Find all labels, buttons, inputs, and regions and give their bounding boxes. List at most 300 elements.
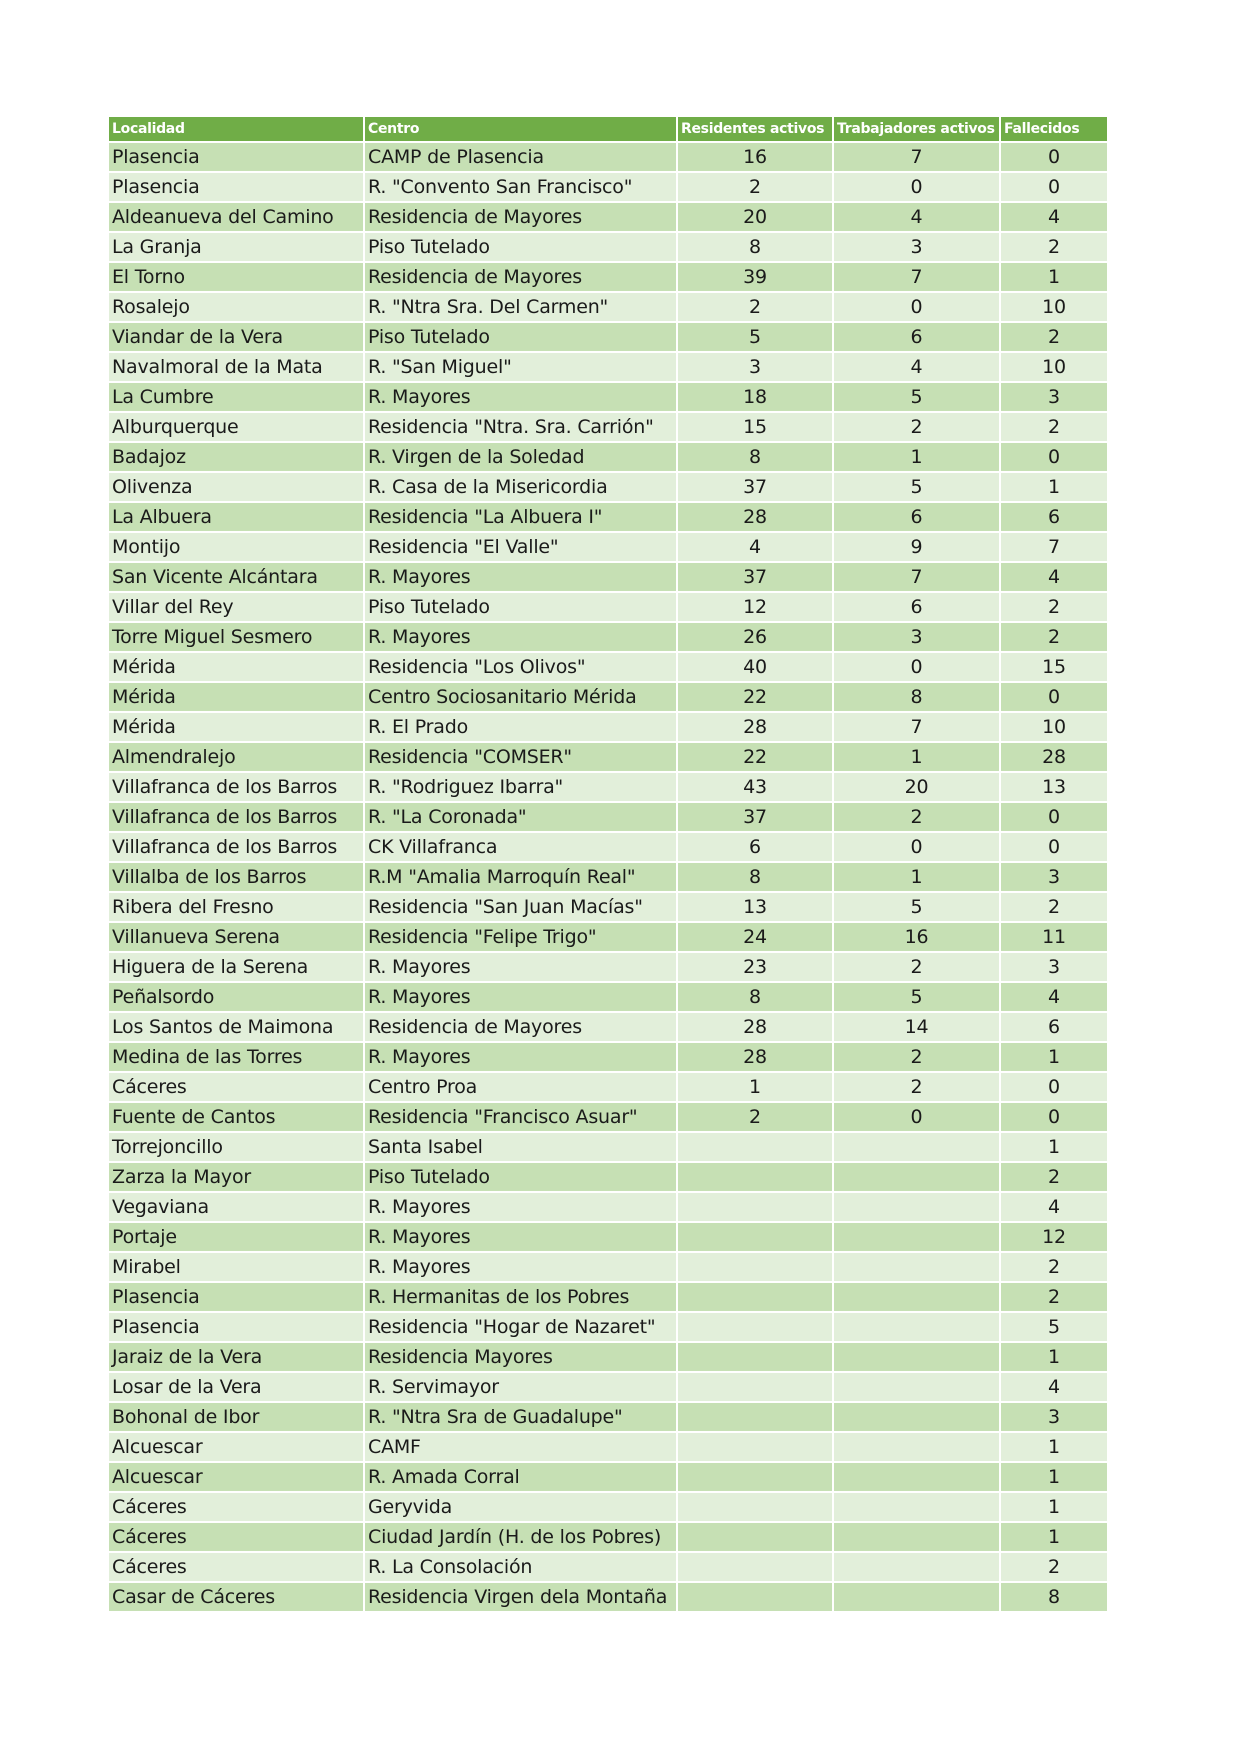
cell-residentes-activos: 16 xyxy=(678,143,832,171)
cell-residentes-activos xyxy=(678,1403,832,1431)
cell-trabajadores-activos: 5 xyxy=(834,893,999,921)
cell-fallecidos: 13 xyxy=(1001,773,1107,801)
cell-residentes-activos xyxy=(678,1283,832,1311)
cell-fallecidos: 3 xyxy=(1001,383,1107,411)
cell-trabajadores-activos: 20 xyxy=(834,773,999,801)
cell-localidad: Vegaviana xyxy=(109,1193,363,1221)
cell-residentes-activos xyxy=(678,1553,832,1581)
cell-trabajadores-activos: 6 xyxy=(834,323,999,351)
cell-residentes-activos: 4 xyxy=(678,533,832,561)
cell-localidad: Mérida xyxy=(109,653,363,681)
cell-residentes-activos xyxy=(678,1223,832,1251)
cell-fallecidos: 2 xyxy=(1001,1163,1107,1191)
cell-fallecidos: 3 xyxy=(1001,1403,1107,1431)
cell-residentes-activos: 8 xyxy=(678,233,832,261)
cell-centro: Residencia "Felipe Trigo" xyxy=(365,923,676,951)
cell-trabajadores-activos xyxy=(834,1463,999,1491)
cell-residentes-activos: 37 xyxy=(678,473,832,501)
cell-fallecidos: 2 xyxy=(1001,593,1107,621)
cell-centro: R. Mayores xyxy=(365,1253,676,1281)
cell-trabajadores-activos xyxy=(834,1253,999,1281)
cell-centro: R. Virgen de la Soledad xyxy=(365,443,676,471)
table-row xyxy=(109,923,1107,951)
table-row xyxy=(109,323,1107,351)
cell-residentes-activos xyxy=(678,1253,832,1281)
cell-localidad: Cáceres xyxy=(109,1553,363,1581)
cell-trabajadores-activos xyxy=(834,1403,999,1431)
cell-residentes-activos: 12 xyxy=(678,593,832,621)
cell-fallecidos: 1 xyxy=(1001,1133,1107,1161)
cell-trabajadores-activos: 7 xyxy=(834,713,999,741)
cell-trabajadores-activos: 2 xyxy=(834,413,999,441)
cell-trabajadores-activos xyxy=(834,1283,999,1311)
header-row xyxy=(109,117,1107,141)
cell-residentes-activos: 18 xyxy=(678,383,832,411)
cell-localidad: Villafranca de los Barros xyxy=(109,833,363,861)
cell-localidad: Medina de las Torres xyxy=(109,1043,363,1071)
cell-centro: R. Mayores xyxy=(365,953,676,981)
cell-fallecidos: 1 xyxy=(1001,1433,1107,1461)
cell-residentes-activos: 37 xyxy=(678,803,832,831)
cell-residentes-activos: 2 xyxy=(678,173,832,201)
cell-residentes-activos xyxy=(678,1583,832,1611)
cell-centro: Residencia Virgen dela Montaña xyxy=(365,1583,676,1611)
cell-fallecidos: 2 xyxy=(1001,893,1107,921)
cell-centro: R. "Ntra Sra. Del Carmen" xyxy=(365,293,676,321)
cell-localidad: Plasencia xyxy=(109,173,363,201)
cell-fallecidos: 5 xyxy=(1001,1313,1107,1341)
cell-centro: Residencia "San Juan Macías" xyxy=(365,893,676,921)
table-row xyxy=(109,473,1107,501)
cell-trabajadores-activos xyxy=(834,1433,999,1461)
cell-trabajadores-activos: 0 xyxy=(834,833,999,861)
cell-centro: Residencia "La Albuera I" xyxy=(365,503,676,531)
cell-localidad: Portaje xyxy=(109,1223,363,1251)
cell-centro: R. "Rodriguez Ibarra" xyxy=(365,773,676,801)
cell-trabajadores-activos: 1 xyxy=(834,443,999,471)
cell-residentes-activos: 3 xyxy=(678,353,832,381)
cell-localidad: Casar de Cáceres xyxy=(109,1583,363,1611)
cell-centro: Centro Proa xyxy=(365,1073,676,1101)
cell-localidad: Alcuescar xyxy=(109,1433,363,1461)
cell-localidad: Rosalejo xyxy=(109,293,363,321)
cell-fallecidos: 4 xyxy=(1001,1193,1107,1221)
cell-centro: CAMP de Plasencia xyxy=(365,143,676,171)
cell-residentes-activos: 1 xyxy=(678,1073,832,1101)
cell-fallecidos: 1 xyxy=(1001,1523,1107,1551)
cell-centro: R. Mayores xyxy=(365,563,676,591)
cell-trabajadores-activos: 2 xyxy=(834,953,999,981)
cell-localidad: Villafranca de los Barros xyxy=(109,803,363,831)
cell-fallecidos: 0 xyxy=(1001,1103,1107,1131)
cell-residentes-activos: 13 xyxy=(678,893,832,921)
cell-trabajadores-activos: 0 xyxy=(834,1103,999,1131)
cell-centro: Centro Sociosanitario Mérida xyxy=(365,683,676,711)
cell-fallecidos: 2 xyxy=(1001,323,1107,351)
cell-fallecidos: 15 xyxy=(1001,653,1107,681)
data-table xyxy=(107,115,1109,1613)
cell-localidad: San Vicente Alcántara xyxy=(109,563,363,591)
cell-fallecidos: 0 xyxy=(1001,443,1107,471)
cell-localidad: Peñalsordo xyxy=(109,983,363,1011)
table-row xyxy=(109,983,1107,1011)
cell-centro: R. "Convento San Francisco" xyxy=(365,173,676,201)
cell-trabajadores-activos: 0 xyxy=(834,293,999,321)
cell-centro: R. Mayores xyxy=(365,1223,676,1251)
cell-residentes-activos xyxy=(678,1493,832,1521)
cell-residentes-activos: 40 xyxy=(678,653,832,681)
cell-localidad: Ribera del Fresno xyxy=(109,893,363,921)
table-row xyxy=(109,1133,1107,1161)
table-row xyxy=(109,1193,1107,1221)
cell-trabajadores-activos: 1 xyxy=(834,863,999,891)
header-residentes-activos: Residentes activos xyxy=(678,117,832,141)
cell-fallecidos: 6 xyxy=(1001,503,1107,531)
cell-fallecidos: 1 xyxy=(1001,263,1107,291)
cell-trabajadores-activos: 0 xyxy=(834,653,999,681)
cell-centro: R. Mayores xyxy=(365,383,676,411)
cell-residentes-activos xyxy=(678,1193,832,1221)
cell-residentes-activos xyxy=(678,1523,832,1551)
cell-residentes-activos: 43 xyxy=(678,773,832,801)
table-row xyxy=(109,1433,1107,1461)
table-row xyxy=(109,233,1107,261)
cell-localidad: Alburquerque xyxy=(109,413,363,441)
cell-centro: CAMF xyxy=(365,1433,676,1461)
cell-centro: R. Hermanitas de los Pobres xyxy=(365,1283,676,1311)
table-row xyxy=(109,1523,1107,1551)
cell-localidad: Jaraiz de la Vera xyxy=(109,1343,363,1371)
cell-centro: R. "San Miguel" xyxy=(365,353,676,381)
cell-localidad: Villalba de los Barros xyxy=(109,863,363,891)
table-row xyxy=(109,263,1107,291)
cell-localidad: La Albuera xyxy=(109,503,363,531)
cell-centro: Residencia Mayores xyxy=(365,1343,676,1371)
table-row xyxy=(109,443,1107,471)
cell-residentes-activos: 22 xyxy=(678,683,832,711)
cell-residentes-activos xyxy=(678,1343,832,1371)
cell-trabajadores-activos xyxy=(834,1373,999,1401)
cell-fallecidos: 10 xyxy=(1001,713,1107,741)
cell-localidad: Plasencia xyxy=(109,143,363,171)
cell-centro: Residencia "Francisco Asuar" xyxy=(365,1103,676,1131)
table-row xyxy=(109,623,1107,651)
cell-residentes-activos: 20 xyxy=(678,203,832,231)
cell-centro: R. Mayores xyxy=(365,983,676,1011)
cell-trabajadores-activos: 3 xyxy=(834,233,999,261)
cell-localidad: Losar de la Vera xyxy=(109,1373,363,1401)
cell-residentes-activos: 28 xyxy=(678,503,832,531)
cell-localidad: Cáceres xyxy=(109,1493,363,1521)
cell-trabajadores-activos xyxy=(834,1523,999,1551)
cell-fallecidos: 6 xyxy=(1001,1013,1107,1041)
cell-localidad: Plasencia xyxy=(109,1313,363,1341)
cell-localidad: Almendralejo xyxy=(109,743,363,771)
cell-fallecidos: 8 xyxy=(1001,1583,1107,1611)
cell-fallecidos: 4 xyxy=(1001,983,1107,1011)
table-row xyxy=(109,1553,1107,1581)
cell-residentes-activos: 28 xyxy=(678,1013,832,1041)
cell-trabajadores-activos: 5 xyxy=(834,473,999,501)
cell-fallecidos: 0 xyxy=(1001,1073,1107,1101)
cell-localidad: Cáceres xyxy=(109,1073,363,1101)
cell-residentes-activos: 28 xyxy=(678,1043,832,1071)
cell-trabajadores-activos xyxy=(834,1193,999,1221)
cell-trabajadores-activos xyxy=(834,1583,999,1611)
cell-trabajadores-activos xyxy=(834,1133,999,1161)
header-fallecidos: Fallecidos xyxy=(1001,117,1107,141)
table-row xyxy=(109,683,1107,711)
cell-localidad: Mirabel xyxy=(109,1253,363,1281)
table-row xyxy=(109,1163,1107,1191)
cell-fallecidos: 0 xyxy=(1001,143,1107,171)
cell-trabajadores-activos: 2 xyxy=(834,803,999,831)
cell-centro: CK Villafranca xyxy=(365,833,676,861)
cell-residentes-activos xyxy=(678,1133,832,1161)
cell-residentes-activos: 37 xyxy=(678,563,832,591)
table-row xyxy=(109,893,1107,921)
cell-trabajadores-activos: 4 xyxy=(834,203,999,231)
cell-residentes-activos: 22 xyxy=(678,743,832,771)
table-row xyxy=(109,413,1107,441)
table-row xyxy=(109,863,1107,891)
cell-localidad: El Torno xyxy=(109,263,363,291)
cell-centro: Residencia "El Valle" xyxy=(365,533,676,561)
cell-fallecidos: 1 xyxy=(1001,1493,1107,1521)
cell-residentes-activos xyxy=(678,1433,832,1461)
cell-centro: Piso Tutelado xyxy=(365,593,676,621)
cell-fallecidos: 10 xyxy=(1001,293,1107,321)
cell-fallecidos: 3 xyxy=(1001,863,1107,891)
cell-residentes-activos: 2 xyxy=(678,1103,832,1131)
table-row xyxy=(109,593,1107,621)
cell-trabajadores-activos: 0 xyxy=(834,173,999,201)
cell-fallecidos: 2 xyxy=(1001,623,1107,651)
cell-trabajadores-activos: 16 xyxy=(834,923,999,951)
cell-localidad: Fuente de Cantos xyxy=(109,1103,363,1131)
cell-centro: R. Mayores xyxy=(365,1193,676,1221)
table-row xyxy=(109,1493,1107,1521)
cell-trabajadores-activos xyxy=(834,1223,999,1251)
cell-fallecidos: 3 xyxy=(1001,953,1107,981)
cell-trabajadores-activos: 5 xyxy=(834,983,999,1011)
cell-fallecidos: 28 xyxy=(1001,743,1107,771)
cell-fallecidos: 12 xyxy=(1001,1223,1107,1251)
cell-localidad: Villanueva Serena xyxy=(109,923,363,951)
cell-residentes-activos: 24 xyxy=(678,923,832,951)
table-row xyxy=(109,383,1107,411)
cell-centro: R.M "Amalia Marroquín Real" xyxy=(365,863,676,891)
cell-centro: R. Amada Corral xyxy=(365,1463,676,1491)
cell-trabajadores-activos: 3 xyxy=(834,623,999,651)
cell-trabajadores-activos xyxy=(834,1553,999,1581)
cell-trabajadores-activos: 7 xyxy=(834,143,999,171)
cell-localidad: Viandar de la Vera xyxy=(109,323,363,351)
table-row xyxy=(109,1013,1107,1041)
cell-fallecidos: 11 xyxy=(1001,923,1107,951)
cell-centro: Piso Tutelado xyxy=(365,233,676,261)
cell-centro: Residencia "COMSER" xyxy=(365,743,676,771)
cell-localidad: Cáceres xyxy=(109,1523,363,1551)
cell-localidad: Torrejoncillo xyxy=(109,1133,363,1161)
cell-residentes-activos xyxy=(678,1163,832,1191)
cell-centro: Residencia de Mayores xyxy=(365,263,676,291)
cell-residentes-activos xyxy=(678,1373,832,1401)
cell-trabajadores-activos xyxy=(834,1313,999,1341)
cell-localidad: Badajoz xyxy=(109,443,363,471)
cell-fallecidos: 0 xyxy=(1001,833,1107,861)
cell-trabajadores-activos: 2 xyxy=(834,1043,999,1071)
table-row xyxy=(109,653,1107,681)
cell-residentes-activos: 5 xyxy=(678,323,832,351)
cell-trabajadores-activos: 7 xyxy=(834,563,999,591)
cell-residentes-activos xyxy=(678,1313,832,1341)
table-row xyxy=(109,1343,1107,1371)
cell-localidad: Alcuescar xyxy=(109,1463,363,1491)
cell-fallecidos: 2 xyxy=(1001,413,1107,441)
cell-localidad: Villar del Rey xyxy=(109,593,363,621)
cell-localidad: Aldeanueva del Camino xyxy=(109,203,363,231)
table-row xyxy=(109,1313,1107,1341)
cell-fallecidos: 2 xyxy=(1001,1253,1107,1281)
cell-trabajadores-activos: 14 xyxy=(834,1013,999,1041)
cell-fallecidos: 0 xyxy=(1001,173,1107,201)
cell-centro: Geryvida xyxy=(365,1493,676,1521)
cell-residentes-activos: 28 xyxy=(678,713,832,741)
cell-localidad: Villafranca de los Barros xyxy=(109,773,363,801)
table-row xyxy=(109,953,1107,981)
cell-fallecidos: 1 xyxy=(1001,1043,1107,1071)
cell-fallecidos: 1 xyxy=(1001,1463,1107,1491)
cell-fallecidos: 1 xyxy=(1001,473,1107,501)
table-row xyxy=(109,1463,1107,1491)
cell-trabajadores-activos xyxy=(834,1163,999,1191)
cell-fallecidos: 7 xyxy=(1001,533,1107,561)
cell-fallecidos: 2 xyxy=(1001,233,1107,261)
table-row xyxy=(109,143,1107,171)
table-row xyxy=(109,1583,1107,1611)
table-row xyxy=(109,833,1107,861)
cell-residentes-activos: 8 xyxy=(678,443,832,471)
cell-localidad: Mérida xyxy=(109,713,363,741)
cell-centro: R. Servimayor xyxy=(365,1373,676,1401)
cell-trabajadores-activos: 7 xyxy=(834,263,999,291)
cell-centro: R. "Ntra Sra de Guadalupe" xyxy=(365,1403,676,1431)
table-row xyxy=(109,1103,1107,1131)
cell-centro: Santa Isabel xyxy=(365,1133,676,1161)
table-row xyxy=(109,173,1107,201)
cell-localidad: La Cumbre xyxy=(109,383,363,411)
table-row xyxy=(109,773,1107,801)
cell-localidad: Olivenza xyxy=(109,473,363,501)
table-row xyxy=(109,1373,1107,1401)
table-row xyxy=(109,1043,1107,1071)
table-row xyxy=(109,743,1107,771)
cell-centro: Residencia de Mayores xyxy=(365,1013,676,1041)
cell-centro: R. Mayores xyxy=(365,1043,676,1071)
cell-centro: Residencia "Hogar de Nazaret" xyxy=(365,1313,676,1341)
cell-fallecidos: 0 xyxy=(1001,803,1107,831)
cell-centro: Piso Tutelado xyxy=(365,323,676,351)
cell-centro: R. La Consolación xyxy=(365,1553,676,1581)
table-body xyxy=(109,143,1107,1611)
cell-fallecidos: 2 xyxy=(1001,1553,1107,1581)
cell-localidad: Montijo xyxy=(109,533,363,561)
cell-centro: Piso Tutelado xyxy=(365,1163,676,1191)
cell-localidad: La Granja xyxy=(109,233,363,261)
table-row xyxy=(109,1283,1107,1311)
cell-centro: Residencia de Mayores xyxy=(365,203,676,231)
cell-localidad: Higuera de la Serena xyxy=(109,953,363,981)
cell-trabajadores-activos: 2 xyxy=(834,1073,999,1101)
table-row xyxy=(109,203,1107,231)
cell-residentes-activos: 2 xyxy=(678,293,832,321)
cell-localidad: Navalmoral de la Mata xyxy=(109,353,363,381)
cell-residentes-activos: 23 xyxy=(678,953,832,981)
cell-localidad: Zarza la Mayor xyxy=(109,1163,363,1191)
cell-residentes-activos: 6 xyxy=(678,833,832,861)
table-row xyxy=(109,353,1107,381)
cell-centro: Residencia "Ntra. Sra. Carrión" xyxy=(365,413,676,441)
cell-fallecidos: 4 xyxy=(1001,203,1107,231)
cell-centro: Ciudad Jardín (H. de los Pobres) xyxy=(365,1523,676,1551)
table-row xyxy=(109,1223,1107,1251)
table-row xyxy=(109,1253,1107,1281)
table-row xyxy=(109,563,1107,591)
cell-centro: R. "La Coronada" xyxy=(365,803,676,831)
table-row xyxy=(109,1403,1107,1431)
cell-residentes-activos: 15 xyxy=(678,413,832,441)
cell-fallecidos: 0 xyxy=(1001,683,1107,711)
cell-trabajadores-activos: 1 xyxy=(834,743,999,771)
cell-fallecidos: 4 xyxy=(1001,1373,1107,1401)
table-row xyxy=(109,533,1107,561)
cell-fallecidos: 2 xyxy=(1001,1283,1107,1311)
cell-localidad: Los Santos de Maimona xyxy=(109,1013,363,1041)
cell-localidad: Bohonal de Ibor xyxy=(109,1403,363,1431)
cell-centro: R. Casa de la Misericordia xyxy=(365,473,676,501)
header-localidad: Localidad xyxy=(109,117,363,141)
cell-residentes-activos: 26 xyxy=(678,623,832,651)
table-row xyxy=(109,803,1107,831)
cell-fallecidos: 4 xyxy=(1001,563,1107,591)
cell-fallecidos: 10 xyxy=(1001,353,1107,381)
cell-residentes-activos xyxy=(678,1463,832,1491)
cell-residentes-activos: 39 xyxy=(678,263,832,291)
cell-trabajadores-activos: 9 xyxy=(834,533,999,561)
cell-trabajadores-activos: 6 xyxy=(834,503,999,531)
cell-localidad: Mérida xyxy=(109,683,363,711)
cell-centro: Residencia "Los Olivos" xyxy=(365,653,676,681)
table-row xyxy=(109,503,1107,531)
cell-trabajadores-activos xyxy=(834,1493,999,1521)
cell-fallecidos: 1 xyxy=(1001,1343,1107,1371)
table-row xyxy=(109,713,1107,741)
table-row xyxy=(109,293,1107,321)
cell-localidad: Torre Miguel Sesmero xyxy=(109,623,363,651)
cell-trabajadores-activos: 5 xyxy=(834,383,999,411)
cell-localidad: Plasencia xyxy=(109,1283,363,1311)
cell-residentes-activos: 8 xyxy=(678,983,832,1011)
header-centro: Centro xyxy=(365,117,676,141)
cell-trabajadores-activos xyxy=(834,1343,999,1371)
cell-trabajadores-activos: 4 xyxy=(834,353,999,381)
header-trabajadores-activos: Trabajadores activos xyxy=(834,117,999,141)
cell-trabajadores-activos: 6 xyxy=(834,593,999,621)
cell-centro: R. El Prado xyxy=(365,713,676,741)
cell-centro: R. Mayores xyxy=(365,623,676,651)
table-row xyxy=(109,1073,1107,1101)
